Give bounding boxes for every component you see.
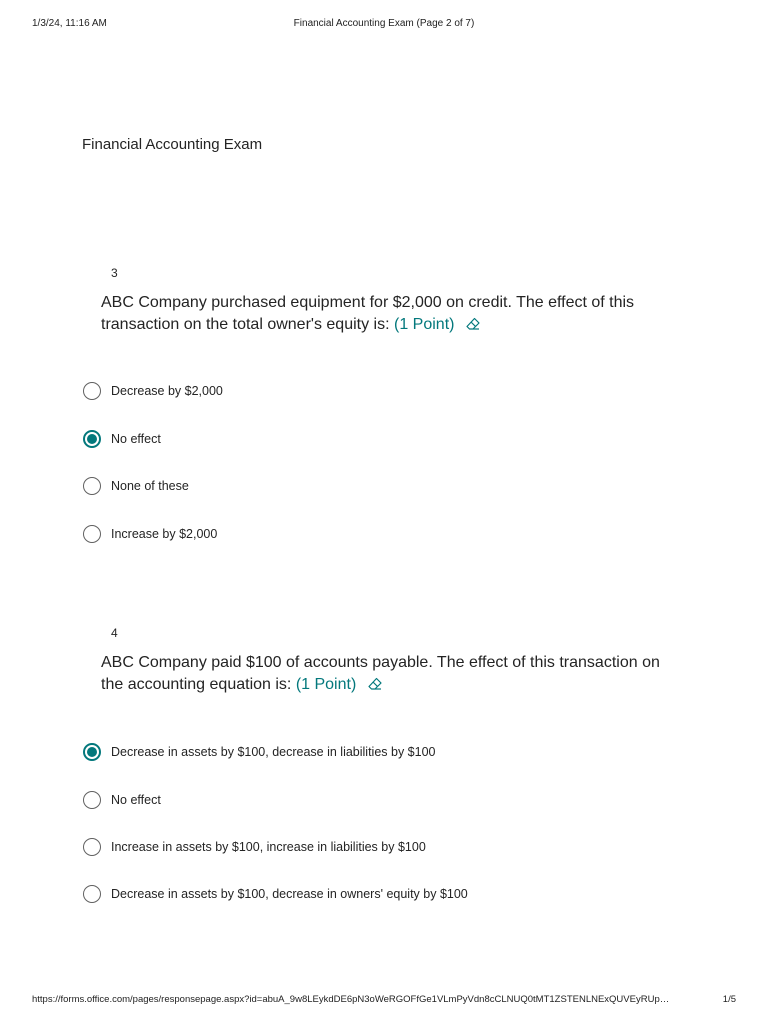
option-label: Increase by $2,000 (111, 527, 218, 541)
radio-button[interactable] (83, 791, 101, 809)
option-decrease-assets-decrease-liabilities[interactable] (83, 741, 436, 763)
question-prompt: ABC Company paid $100 of accounts payable. The effect of this transaction on the accounting equation is: (101, 654, 660, 693)
question-prompt: ABC Company purchased equipment for $2,000 on credit. The effect of this transaction on the total owner's equity is: (101, 294, 635, 333)
option-label: None of these (111, 479, 189, 493)
print-url: https://forms.office.com/pages/responsepage.aspx?id=abuA_9w8LEykdDE6pN3oWeRGOFfGe1VLmPyVdn8cCLNUQ0tMT1ZSTENLNExQUVEyRUp… (32, 994, 670, 1005)
option-label: Decrease in assets by $100, decrease in owners' equity by $100 (111, 887, 468, 901)
question-text (101, 652, 671, 696)
question-text (101, 292, 671, 336)
option-label: Increase in assets by $100, increase in liabilities by $100 (111, 840, 426, 854)
print-datetime: 1/3/24, 11:16 AM (32, 18, 107, 29)
question-number: 3 (111, 266, 118, 280)
radio-button[interactable] (83, 477, 101, 495)
radio-button[interactable] (83, 838, 101, 856)
print-page-number: 1/5 (722, 994, 736, 1005)
radio-button[interactable] (83, 885, 101, 903)
radio-button[interactable] (83, 382, 101, 400)
option-label: No effect (111, 793, 161, 807)
radio-button[interactable] (83, 525, 101, 543)
option-label: Decrease in assets by $100, decrease in liabilities by $100 (111, 745, 436, 759)
radio-button-selected[interactable] (83, 430, 101, 448)
option-no-effect[interactable] (83, 428, 161, 450)
option-increase-assets-increase-liabilities[interactable] (83, 836, 426, 858)
option-decrease-by-2000[interactable] (83, 380, 223, 402)
question-number: 4 (111, 626, 118, 640)
option-none-of-these[interactable] (83, 475, 189, 497)
option-label: No effect (111, 432, 161, 446)
question-points: (1 Point) (394, 316, 455, 333)
eraser-icon[interactable] (465, 316, 481, 332)
question-points: (1 Point) (295, 676, 357, 693)
eraser-icon[interactable] (367, 676, 383, 692)
option-label: Decrease by $2,000 (111, 384, 223, 398)
option-decrease-assets-decrease-equity[interactable] (83, 883, 468, 905)
option-no-effect[interactable] (83, 789, 161, 811)
option-increase-by-2000[interactable] (83, 523, 217, 545)
print-page-title: Financial Accounting Exam (Page 2 of 7) (293, 18, 475, 29)
form-title: Financial Accounting Exam (82, 136, 263, 153)
radio-button-selected[interactable] (83, 743, 101, 761)
